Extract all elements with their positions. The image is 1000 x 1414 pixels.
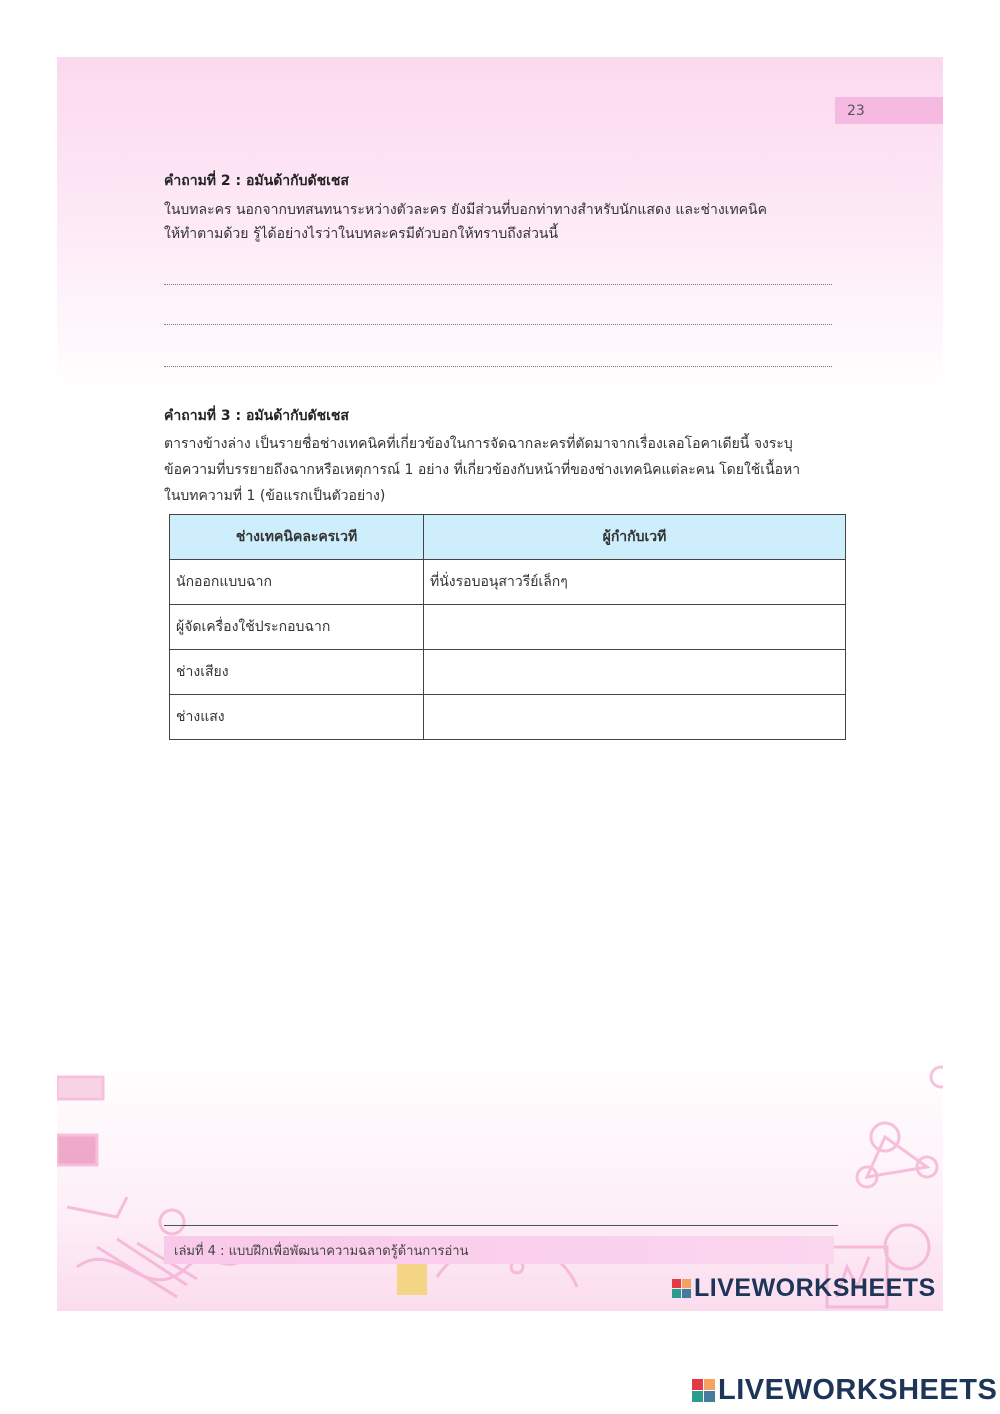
question-2-prompt-line-1: ในบทละคร นอกจากบทสนทนาระหว่างตัวละคร ยังมีส่วนที่บอกท่าทางสำหรับนักแสดง และช่างเทคนิค <box>164 202 767 218</box>
question-3-prompt-line-3: ในบทความที่ 1 (ข้อแรกเป็นตัวอย่าง) <box>164 488 386 504</box>
liveworksheets-mark-icon <box>692 1379 715 1402</box>
table-header-row <box>170 515 846 560</box>
brand-name: LIVEWORKSHEETS <box>694 1274 936 1302</box>
brand-name: LIVEWORKSHEETS <box>718 1374 998 1406</box>
question-3-prompt-line-2: ข้อความที่บรรยายถึงฉากหรือเหตุการณ์ 1 อย่าง ที่เกี่ยวข้องกับหน้าที่ของช่างเทคนิคแต่ละคน โดยใช้เนื้อหา <box>164 462 801 478</box>
table-row <box>170 695 846 740</box>
table-row <box>170 650 846 695</box>
technician-cell: ผู้จัดเครื่องใช้ประกอบฉาก <box>170 605 424 650</box>
decorative-science-illustration <box>57 1017 943 1311</box>
question-3-title: คำถามที่ 3 : อมันด้ากับดัชเชส <box>164 408 349 424</box>
answer-cell[interactable] <box>424 650 846 695</box>
table-row <box>170 560 846 605</box>
technician-cell: ช่างเสียง <box>170 650 424 695</box>
footer-book-label: เล่มที่ 4 : แบบฝึกเพื่อพัฒนาความฉลาดรู้ด้านการอ่าน <box>164 1236 834 1264</box>
liveworksheets-mark-icon <box>672 1279 691 1298</box>
column-header-technician: ช่างเทคนิคละครเวที <box>170 515 424 560</box>
answer-cell: ที่นั่งรอบอนุสาวรีย์เล็กๆ <box>424 560 846 605</box>
technician-cell: ช่างแสง <box>170 695 424 740</box>
footer-divider <box>164 1225 838 1226</box>
question-3-prompt-line-1: ตารางข้างล่าง เป็นรายชื่อช่างเทคนิคที่เกี่ยวข้องในการจัดฉากละครที่ตัดมาจากเรื่องเลอโอคาเดียนี้ จงระบุ <box>164 436 793 452</box>
technician-cell: นักออกแบบฉาก <box>170 560 424 605</box>
question-2-title: คำถามที่ 2 : อมันด้ากับดัชเชส <box>164 173 349 189</box>
answer-cell[interactable] <box>424 605 846 650</box>
answer-line[interactable] <box>164 284 832 285</box>
question-2-prompt-line-2: ให้ทำตามด้วย รู้ได้อย่างไรว่าในบทละครมีตัวบอกให้ทราบถึงส่วนนี้ <box>164 226 559 242</box>
technician-table <box>169 514 846 740</box>
page-number: 23 <box>835 97 943 124</box>
answer-line[interactable] <box>164 366 832 367</box>
liveworksheets-logo[interactable] <box>692 1374 997 1407</box>
answer-cell[interactable] <box>424 695 846 740</box>
answer-line[interactable] <box>164 324 832 325</box>
liveworksheets-logo-inner <box>672 1274 936 1303</box>
column-header-stage-director: ผู้กำกับเวที <box>424 515 846 560</box>
table-row <box>170 605 846 650</box>
